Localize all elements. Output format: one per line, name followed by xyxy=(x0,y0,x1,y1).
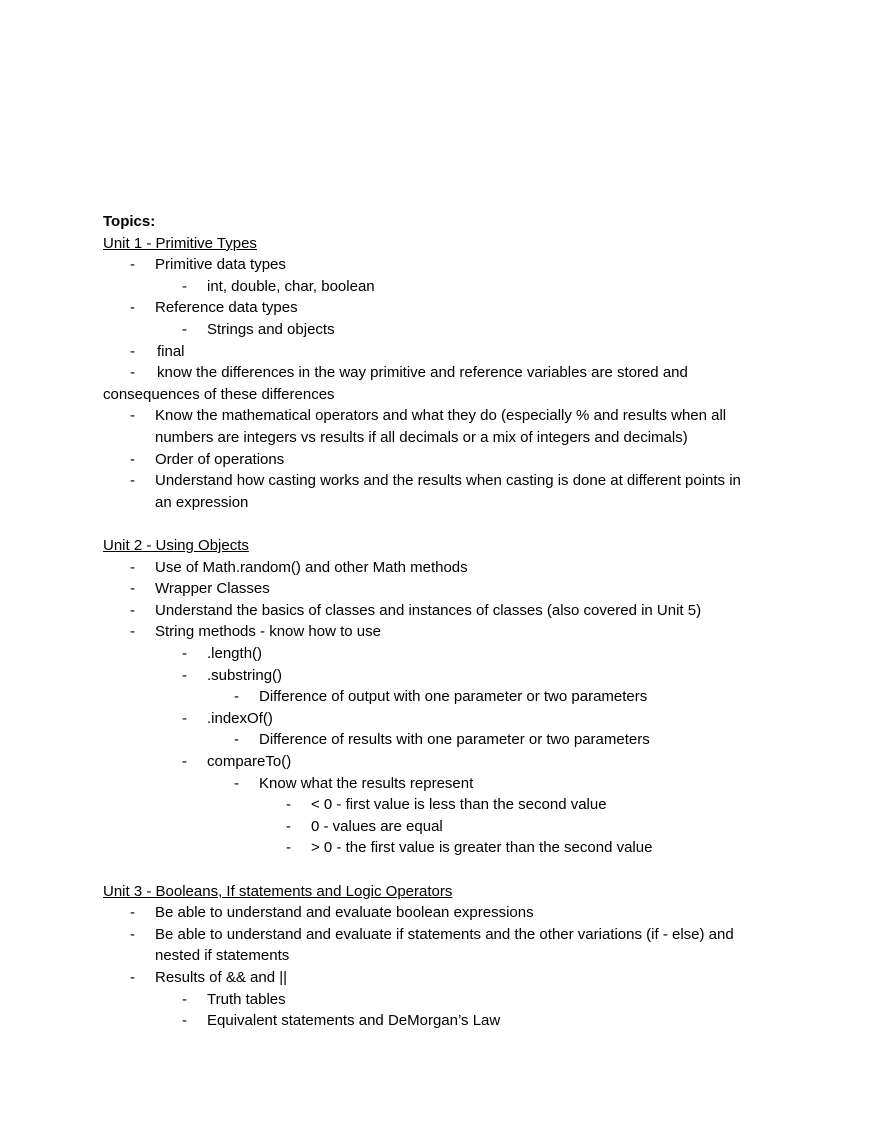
bullet-dash: - xyxy=(130,364,135,382)
bullet-dash: - xyxy=(286,817,291,835)
line-text: final xyxy=(157,342,185,360)
line-text: Be able to understand and evaluate boolean expressions xyxy=(155,904,534,922)
bullet-dash: - xyxy=(182,277,187,295)
line-text: numbers are integers vs results if all decimals or a mix of integers and decimals) xyxy=(155,429,688,446)
line-text: Wrapper Classes xyxy=(155,580,270,598)
bullet-dash: - xyxy=(286,839,291,857)
line-text: Difference of output with one parameter or two parameters xyxy=(259,688,648,706)
line-text: Strings and objects xyxy=(207,321,335,338)
line-text: String methods - know how to use xyxy=(155,623,381,641)
line-text: Understand how casting works and the results when casting is done at different points in xyxy=(155,472,741,490)
line-text: Topics: xyxy=(103,213,156,230)
bullet-dash: - xyxy=(130,623,135,641)
line-text: Difference of results with one parameter or two parameters xyxy=(259,731,650,749)
line-text: Use of Math.random() and other Math methods xyxy=(155,558,468,576)
line-text: int, double, char, boolean xyxy=(207,277,375,295)
bullet-dash: - xyxy=(234,688,239,706)
bullet-dash: - xyxy=(130,256,135,274)
line-text: .substring() xyxy=(207,666,283,684)
bullet-dash: - xyxy=(130,601,135,619)
line-text: < 0 - first value is less than the second value xyxy=(311,796,607,814)
bullet-dash: - xyxy=(182,645,187,662)
bullet-dash: - xyxy=(182,753,187,770)
bullet-dash: - xyxy=(130,299,135,317)
line-text: know the differences in the way primitive and reference variables are stored and xyxy=(157,364,688,382)
line-text: compareTo() xyxy=(207,753,292,770)
bullet-dash: - xyxy=(182,1012,187,1030)
line-text: > 0 - the first value is greater than the second value xyxy=(311,839,653,857)
line-text: .indexOf() xyxy=(207,709,273,727)
bullet-dash: - xyxy=(234,774,239,792)
bullet-dash: - xyxy=(130,342,135,360)
line-text: an expression xyxy=(155,493,249,511)
bullet-dash: - xyxy=(130,904,135,922)
bullet-dash: - xyxy=(130,925,135,943)
line-text: Know what the results represent xyxy=(259,774,474,792)
bullet-dash: - xyxy=(130,580,135,598)
line-text: Truth tables xyxy=(207,990,286,1008)
bullet-dash: - xyxy=(130,969,135,986)
bullet-dash: - xyxy=(130,472,135,490)
line-text: Equivalent statements and DeMorgan’s Law xyxy=(207,1012,501,1030)
bullet-dash: - xyxy=(286,796,291,814)
bullet-dash: - xyxy=(130,450,135,468)
line-text: Unit 2 - Using Objects xyxy=(103,537,249,554)
line-text: Order of operations xyxy=(155,450,285,468)
line-text: consequences of these differences xyxy=(103,385,335,403)
bullet-dash: - xyxy=(182,709,187,727)
line-text: .length() xyxy=(207,645,263,662)
bullet-dash: - xyxy=(130,558,135,576)
line-text: Unit 1 - Primitive Types xyxy=(103,234,257,252)
bullet-dash: - xyxy=(130,407,135,425)
bullet-dash: - xyxy=(234,731,239,749)
line-text: Reference data types xyxy=(155,299,298,317)
bullet-dash: - xyxy=(182,321,187,338)
line-text: Primitive data types xyxy=(155,256,286,274)
line-text: Unit 3 - Booleans, If statements and Logic Operators xyxy=(103,882,453,900)
line-text: nested if statements xyxy=(155,947,290,965)
line-text: 0 - values are equal xyxy=(311,817,443,835)
line-text: Results of && and || xyxy=(155,969,288,986)
bullet-dash: - xyxy=(182,990,187,1008)
line-text: Understand the basics of classes and instances of classes (also covered in Unit 5) xyxy=(155,601,702,619)
bullet-dash: - xyxy=(182,666,187,684)
line-text: Know the mathematical operators and what they do (especially % and results when all xyxy=(155,407,727,425)
line-text: Be able to understand and evaluate if statements and the other variations (if - else) and xyxy=(155,925,734,943)
